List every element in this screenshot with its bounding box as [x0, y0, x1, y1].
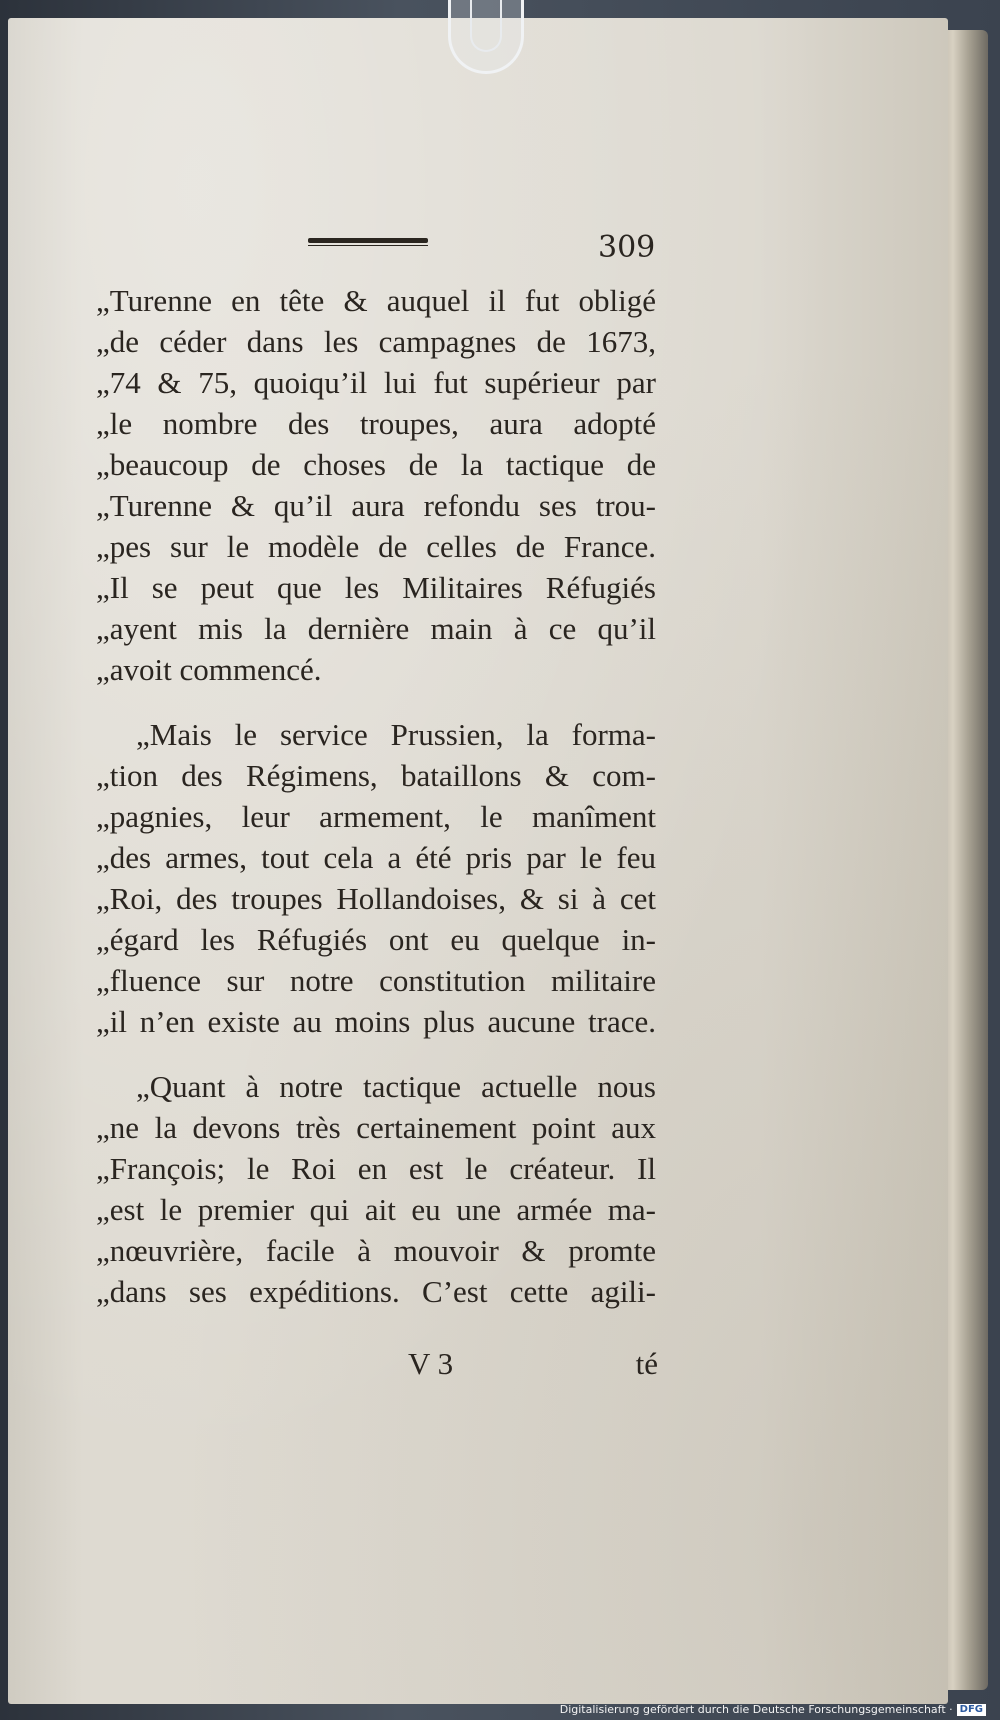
text-line: „égard les Réfugiés ont eu quelque in-: [96, 922, 656, 957]
text-line: „ne la devons très certainement point aux: [96, 1110, 656, 1145]
text-line: „de céder dans les campagnes de 1673,: [96, 324, 656, 359]
page-number: 309: [598, 230, 656, 265]
text-line: „le nombre des troupes, aura adopté: [96, 406, 656, 441]
credit-text: Digitalisierung gefördert durch die Deutsche Forschungsgemeinschaft ·: [559, 1703, 953, 1716]
text-line: „Roi, des troupes Hollandoises, & si à cet: [96, 881, 656, 916]
text-line: „Mais le service Prussien, la forma-: [136, 717, 656, 752]
text-line: „nœuvrière, facile à mouvoir & promte: [96, 1233, 656, 1268]
text-line: „il n’en existe au moins plus aucune trace.: [96, 1004, 656, 1039]
text-line: „Turenne en tête & auquel il fut obligé: [96, 283, 656, 318]
text-line: „Quant à notre tactique actuelle nous: [136, 1069, 656, 1104]
text-line: „pagnies, leur armement, le manîment: [96, 799, 656, 834]
text-line: „François; le Roi en est le créateur. Il: [96, 1151, 656, 1186]
text-line: „Il se peut que les Militaires Réfugiés: [96, 570, 656, 605]
text-line: „des armes, tout cela a été pris par le feu: [96, 840, 656, 875]
body-text: [96, 280, 656, 1312]
text-line: „fluence sur notre constitution militaire: [96, 963, 656, 998]
text-line: „pes sur le modèle de celles de France.: [96, 529, 656, 564]
signature-mark: V 3: [408, 1346, 454, 1381]
dfg-logo: DFG: [957, 1704, 986, 1716]
text-line: „ayent mis la dernière main à ce qu’il: [96, 611, 656, 646]
text-line: „tion des Régimens, bataillons & com-: [96, 758, 656, 793]
digitization-credit: [560, 1703, 986, 1716]
text-line: „beaucoup de choses de la tactique de: [96, 447, 656, 482]
text-line: „avoit commencé.: [96, 652, 322, 687]
text-line: „Turenne & qu’il aura refondu ses trou-: [96, 488, 656, 523]
text-line: „est le premier qui ait eu une armée ma-: [96, 1192, 656, 1227]
header-rule: [308, 238, 428, 246]
catchword: té: [635, 1346, 658, 1381]
text-line: „74 & 75, quoiqu’il lui fut supérieur par: [96, 365, 656, 400]
page-clip-inner: [470, 0, 502, 52]
text-line: „dans ses expéditions. C’est cette agili-: [96, 1274, 656, 1309]
book-page: [8, 18, 948, 1704]
